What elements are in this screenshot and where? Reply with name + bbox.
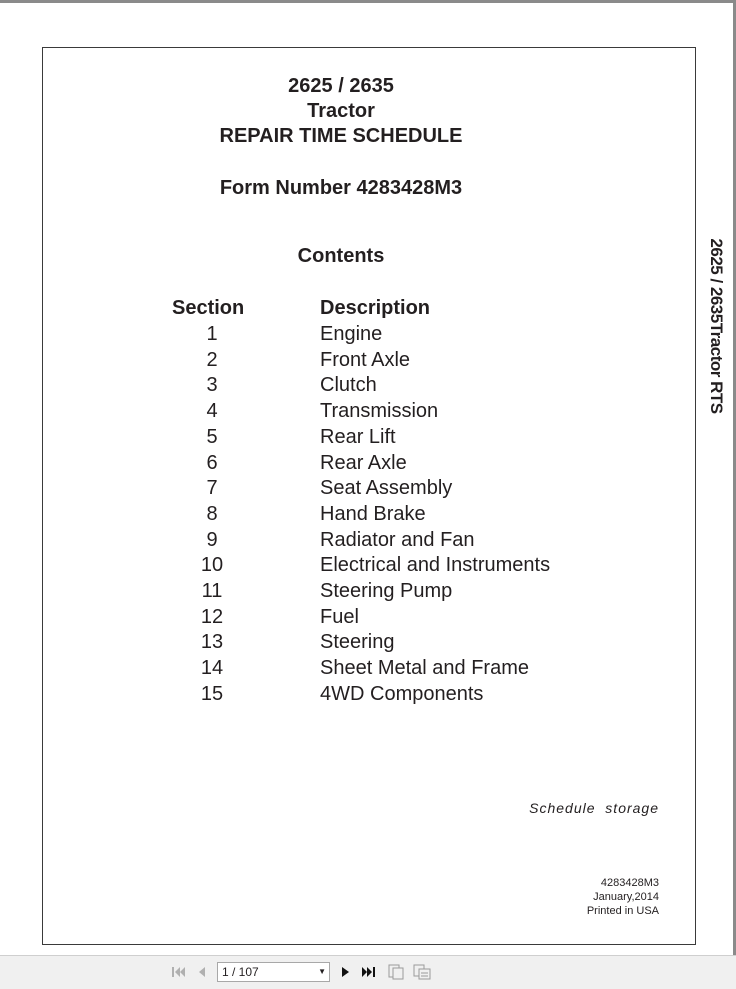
- next-page-icon: [339, 965, 351, 979]
- publication-date: January,2014: [593, 891, 659, 903]
- storage-note: Schedule storage: [529, 800, 659, 816]
- section-number: 1: [206, 323, 218, 345]
- previous-page-button[interactable]: [192, 963, 212, 981]
- last-page-button[interactable]: [359, 963, 379, 981]
- toc-row: [0, 501, 736, 527]
- pdf-viewer-toolbar: [0, 955, 736, 989]
- part-number: 4283428M3: [600, 877, 659, 889]
- section-number: 8: [206, 502, 218, 525]
- vehicle-title: Tractor: [307, 100, 375, 122]
- toc-row: [0, 578, 736, 604]
- printed-location: Printed in USA: [586, 905, 659, 917]
- single-page-view-icon: [387, 964, 405, 980]
- toc-row: [0, 681, 736, 707]
- model-title: 2625 / 2635: [288, 75, 394, 97]
- section-number: 2: [206, 348, 218, 371]
- last-page-icon: [361, 965, 377, 979]
- section-description: 4WD Components: [320, 682, 484, 705]
- document-type-title: REPAIR TIME SCHEDULE: [219, 125, 463, 147]
- toc-row: [0, 475, 736, 501]
- description-column-header: Description: [320, 297, 431, 319]
- dropdown-arrow-icon: ▼: [318, 967, 326, 976]
- document-meta: [587, 876, 659, 918]
- section-description: Sheet Metal and Frame: [320, 657, 529, 680]
- page-indicator: 1 / 107: [222, 965, 259, 979]
- section-number: 4: [206, 400, 218, 423]
- contents-heading: Contents: [297, 245, 385, 267]
- section-number: 13: [200, 631, 224, 654]
- toc-row: [0, 450, 736, 476]
- section-description: Engine: [320, 323, 383, 345]
- section-number: 7: [206, 477, 218, 500]
- toc-row: [0, 552, 736, 578]
- section-number: 14: [200, 657, 224, 680]
- section-description: Fuel: [320, 605, 359, 628]
- section-description: Seat Assembly: [320, 477, 453, 500]
- first-page-button[interactable]: [168, 963, 188, 981]
- form-number: Form Number 4283428M3: [219, 177, 463, 199]
- section-number: 11: [201, 580, 223, 602]
- section-description: Rear Axle: [320, 451, 407, 474]
- section-number: 10: [200, 554, 224, 577]
- toc-row: [0, 398, 736, 424]
- section-description: Clutch: [320, 374, 377, 397]
- single-page-view-button[interactable]: [386, 963, 406, 981]
- section-number: 15: [200, 682, 224, 705]
- section-description: Hand Brake: [320, 502, 426, 525]
- section-column-header: Section: [172, 297, 245, 319]
- section-description: Transmission: [320, 400, 439, 423]
- toc-row: [0, 372, 736, 398]
- toc-row: [0, 347, 736, 373]
- page-number-select[interactable]: [217, 962, 330, 982]
- section-description: Electrical and Instruments: [320, 554, 551, 577]
- toc-row: [0, 321, 736, 347]
- two-page-view-icon: [413, 964, 431, 980]
- toc-row: [0, 604, 736, 630]
- section-number: 3: [206, 374, 218, 397]
- section-description: Rear Lift: [320, 425, 396, 448]
- viewer-top-border: [0, 0, 736, 3]
- toc-row: [0, 424, 736, 450]
- next-page-button[interactable]: [335, 963, 355, 981]
- section-description: Front Axle: [320, 348, 411, 371]
- two-page-view-button[interactable]: [412, 963, 432, 981]
- toc-row: [0, 629, 736, 655]
- section-number: 9: [206, 528, 218, 551]
- first-page-icon: [170, 965, 186, 979]
- section-description: Steering Pump: [320, 580, 453, 602]
- toc-row: [0, 655, 736, 681]
- toc-row: [0, 527, 736, 553]
- section-description: Radiator and Fan: [320, 528, 475, 551]
- section-description: Steering: [320, 631, 395, 654]
- section-number: 6: [206, 451, 218, 474]
- section-number: 5: [206, 425, 218, 448]
- previous-page-icon: [196, 965, 208, 979]
- side-title: 2625 / 2635Tractor RTS: [707, 238, 726, 414]
- section-number: 12: [200, 605, 224, 628]
